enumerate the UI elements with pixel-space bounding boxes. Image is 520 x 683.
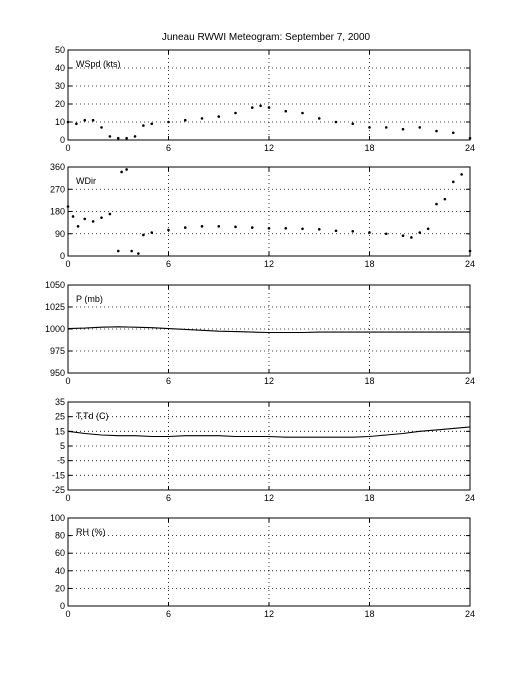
y-tick-label: 40 [54,565,65,576]
data-point [130,250,133,253]
data-point [460,173,463,176]
y-tick-label: 1050 [44,280,65,290]
panel-4 [52,397,475,503]
data-point [251,106,254,109]
data-point [167,121,170,124]
x-tick-label: 18 [364,376,375,386]
x-tick-label: 0 [65,143,71,153]
data-point [368,231,371,234]
data-point [100,126,103,129]
panel-label: WDir [76,176,96,186]
y-tick-label: 975 [49,346,65,356]
data-point [117,250,120,253]
data-point [284,110,287,113]
y-tick-label: 180 [49,206,65,217]
data-point [268,227,271,230]
panel-label: WSpd (kts) [76,59,121,69]
x-tick-label: 12 [263,143,275,153]
y-tick-label: 40 [54,63,65,73]
data-point [109,135,112,138]
data-point [201,225,204,228]
data-point [120,171,123,174]
data-point [217,225,220,228]
y-tick-label: 50 [54,45,65,55]
data-point [83,119,86,122]
x-tick-label: 18 [364,143,375,153]
data-point [402,234,405,237]
data-point [92,220,95,223]
x-tick-label: 0 [65,376,71,386]
data-point [75,123,78,126]
data-point [100,216,103,219]
x-tick-label: 6 [165,609,172,619]
figure-title: Juneau RWWI Meteogram: September 7, 2000 [161,32,371,43]
panel-label: T,Td (C) [76,411,109,421]
y-tick-label: 0 [59,251,65,261]
data-point [67,121,70,124]
x-tick-label: 12 [263,609,275,619]
data-point [435,203,438,206]
x-tick-label: 24 [464,259,476,269]
data-point [184,119,187,122]
x-tick-label: 0 [65,609,71,619]
data-point [410,236,413,239]
data-point [125,168,128,171]
x-tick-label: 18 [364,493,375,503]
x-tick-label: 6 [165,143,172,153]
y-tick-label: 10 [54,117,65,127]
data-point [201,117,204,120]
data-point [72,215,75,218]
x-tick-label: 0 [65,493,71,503]
x-tick-label: 24 [464,609,476,619]
x-tick-label: 6 [165,493,172,503]
data-point [368,126,371,129]
data-point [318,117,321,120]
data-point [268,106,271,109]
y-tick-label: 5 [59,441,65,451]
data-point [142,234,145,237]
data-point [418,231,421,234]
panel-3 [45,280,475,386]
data-point [335,121,338,124]
data-point [83,218,86,221]
y-tick-label: 270 [49,184,65,195]
data-point [137,252,140,255]
data-point [418,126,421,129]
panels [45,45,475,619]
y-tick-label: 60 [54,548,65,559]
x-tick-label: 12 [263,259,275,269]
data-point [435,130,438,133]
x-tick-label: 18 [364,609,375,619]
y-tick-label: 950 [49,368,65,378]
y-tick-label: 30 [54,81,65,91]
data-point [125,137,128,140]
x-tick-label: 12 [263,493,275,503]
data-point [184,226,187,229]
panel-2 [50,162,475,269]
x-tick-label: 18 [364,259,375,269]
data-point [150,123,153,126]
data-point [150,231,153,234]
panel-5 [50,513,475,619]
x-tick-label: 12 [263,376,275,386]
data-point [134,135,137,138]
x-tick-label: 6 [165,259,172,269]
data-point [67,205,70,208]
y-tick-label: 20 [54,99,65,109]
data-point [385,232,388,235]
x-tick-label: 24 [464,143,476,153]
data-point [109,213,112,216]
data-point [142,124,145,127]
panel-1 [55,45,475,153]
data-point [301,112,304,115]
data-point [444,198,447,201]
data-point [217,115,220,118]
y-tick-label: 80 [54,530,65,541]
x-tick-label: 6 [165,376,172,386]
data-point [351,230,354,233]
data-point [402,128,405,131]
y-tick-label: 0 [59,135,65,145]
data-point [234,226,237,229]
data-point [335,229,338,232]
data-point [385,126,388,129]
y-tick-label: 1025 [44,302,65,312]
y-tick-label: -15 [51,470,65,481]
data-point [284,227,287,230]
data-point [77,225,80,228]
data-point [452,132,455,135]
y-tick-label: 1000 [44,324,65,334]
data-point [251,226,254,229]
data-point [234,112,237,115]
panel-label: RH (%) [76,527,106,537]
data-point [469,137,472,140]
y-tick-label: 90 [54,228,65,239]
data-point [92,119,95,122]
x-tick-label: 0 [65,259,71,269]
panel-label: P (mb) [76,294,103,304]
data-point [301,228,304,231]
y-tick-label: -5 [56,455,65,466]
y-tick-label: -25 [51,485,65,495]
data-point [167,229,170,232]
x-tick-label: 24 [464,376,476,386]
y-tick-label: 360 [49,162,65,172]
x-tick-label: 24 [464,493,476,503]
data-point [318,228,321,231]
data-point [351,123,354,126]
y-tick-label: 0 [59,601,65,611]
data-point [427,228,430,231]
y-tick-label: 15 [54,426,65,437]
y-tick-label: 25 [54,411,65,422]
data-point [469,250,472,253]
data-point [117,137,120,140]
y-tick-label: 35 [54,397,65,407]
data-point [259,105,262,108]
data-point [452,181,455,184]
y-tick-label: 20 [54,583,65,594]
y-tick-label: 100 [49,513,65,523]
